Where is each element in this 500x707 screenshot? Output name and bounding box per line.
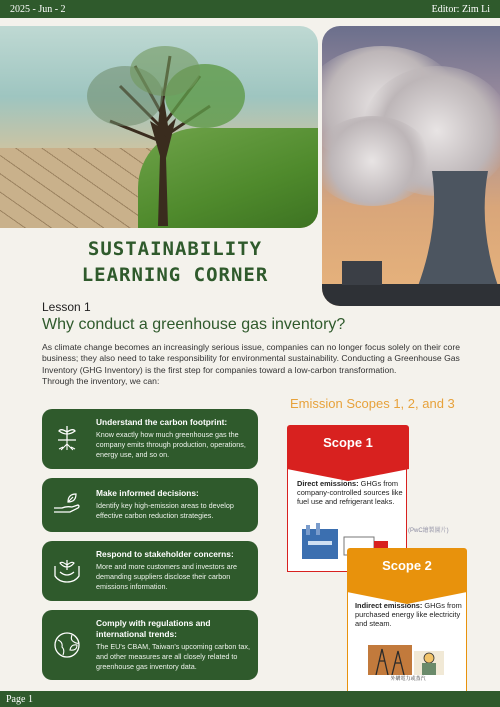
card-description: Identify key high-emission areas to develop effective carbon reduction strategies.: [96, 501, 234, 520]
scope1-banner: Scope 1: [287, 425, 409, 469]
scope1-text: GHGs from company-controlled sources like fuel use and refrigerant leaks.: [297, 479, 403, 507]
scope2-banner: Scope 2: [347, 548, 467, 592]
title-line-2: LEARNING CORNER: [81, 264, 269, 286]
benefit-card-stakeholders: [42, 541, 258, 601]
power-caption: 外購電力或蒸汽: [390, 676, 426, 682]
scope2-text: GHGs from purchased energy like electricity and steam.: [355, 601, 462, 629]
scope2-description: [355, 601, 465, 629]
page-title: [40, 236, 310, 288]
hands-plant-icon: [50, 554, 84, 588]
scope2-bold: Indirect emissions:: [355, 601, 423, 610]
title-line-1: SUSTAINABILITY: [87, 238, 263, 260]
intro-lead: Through the inventory, we can:: [42, 376, 160, 387]
cooling-tower-illustration: [322, 26, 500, 306]
plant-roots-icon: [50, 422, 84, 456]
card-title: Understand the carbon footprint:: [96, 417, 228, 427]
card-title: Respond to stakeholder concerns:: [96, 549, 234, 559]
card-description: More and more customers and investors are demanding suppliers disclose their carbon emissions information.: [96, 562, 238, 591]
globe-leaf-icon: [50, 628, 84, 662]
tree-climate-image: [0, 26, 318, 228]
card-description: Know exactly how much greenhouse gas the company emits through production, operations, energy use, and so on.: [96, 430, 246, 459]
benefit-card-decisions: [42, 478, 258, 532]
header-bar: [0, 0, 500, 18]
benefit-card-carbon-footprint: [42, 409, 258, 469]
footer-bar: [0, 691, 500, 707]
intro-text: [42, 342, 472, 388]
issue-date: 2025 - Jun - 2: [10, 3, 66, 15]
power-grid-illustration: [368, 645, 448, 675]
lesson-question: Why conduct a greenhouse gas inventory?: [42, 316, 346, 333]
card-title: Make informed decisions:: [96, 488, 199, 498]
scope1-description: [297, 479, 403, 507]
image-credit: (PwC繪製圖片): [408, 528, 449, 534]
scopes-title: Emission Scopes 1, 2, and 3: [290, 396, 455, 411]
hand-leaf-icon: [50, 488, 84, 522]
editor-name: Editor: Zim Li: [431, 3, 490, 15]
benefit-card-regulations: [42, 610, 258, 680]
tree-illustration: [0, 26, 318, 228]
power-plant-image: [322, 26, 500, 306]
scope1-bold: Direct emissions:: [297, 479, 359, 488]
intro-paragraph: As climate change becomes an increasingly serious issue, companies can no longer focus solely on their core business; they also need to take responsibility for environmental sustainability. Conducting a Greenhouse Gas Inventory (GHG Inventory) is the first step for companies toward a low-carbon transformation.: [42, 342, 460, 375]
lesson-label: Lesson 1: [42, 300, 91, 314]
card-title: Comply with regulations and international trends:: [96, 618, 211, 639]
page-number: Page 1: [6, 693, 33, 705]
card-description: The EU's CBAM, Taiwan's upcoming carbon tax, and other measures are all closely related to greenhouse gas inventory data.: [96, 642, 251, 671]
